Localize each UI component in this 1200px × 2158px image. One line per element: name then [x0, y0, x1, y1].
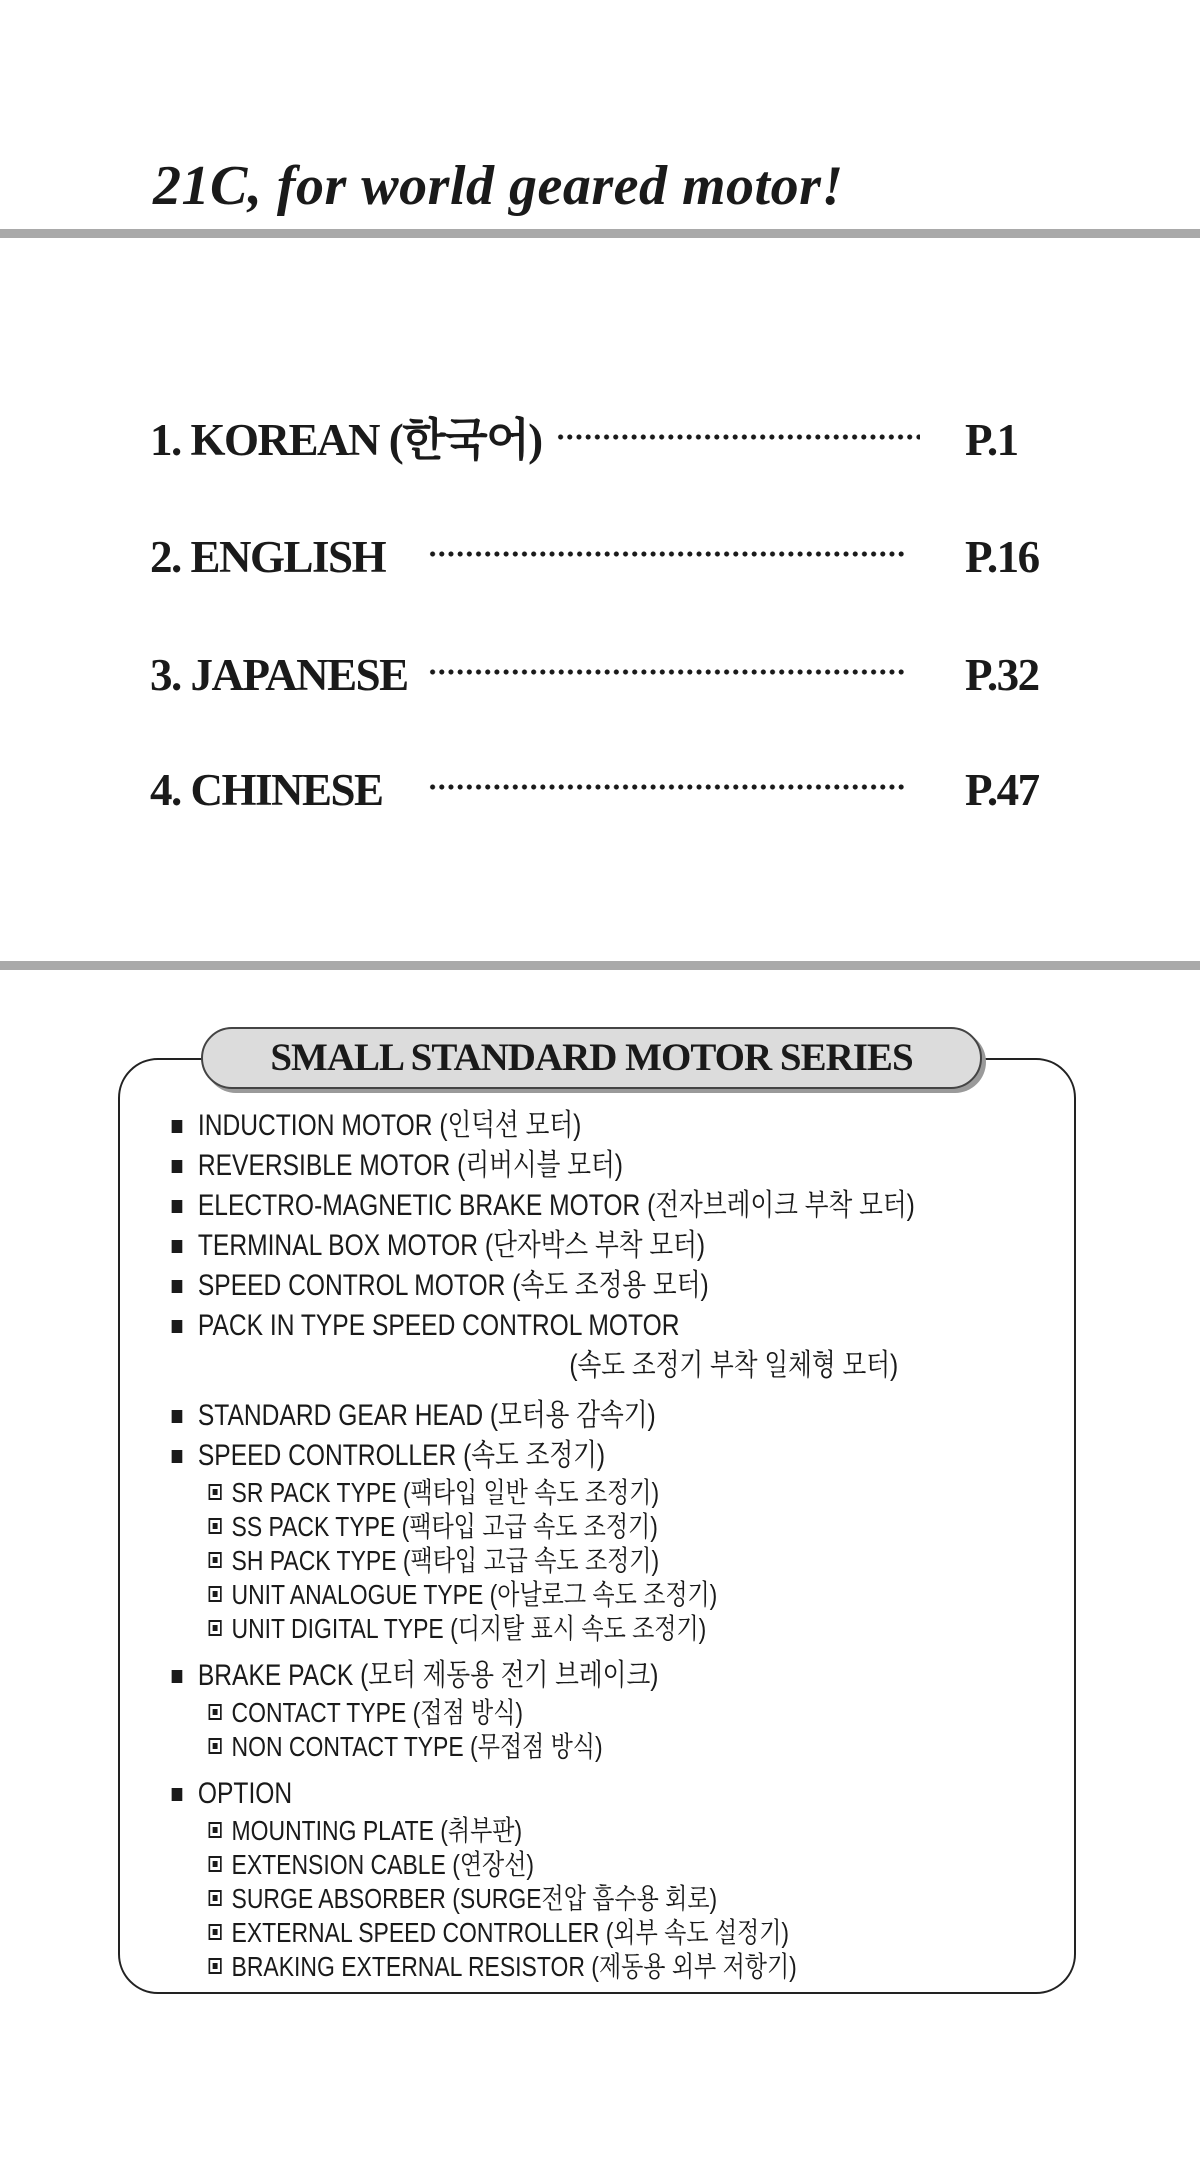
- boxed-square-bullet-icon: [209, 1924, 222, 1940]
- sub-list-item: SURGE ABSORBER (SURGE전압 흡수용 회로): [170, 1882, 892, 1916]
- sub-list-item: BRAKING EXTERNAL RESISTOR (제동용 외부 저항기): [170, 1950, 892, 1984]
- boxed-square-bullet-icon: [209, 1484, 222, 1500]
- list-item: INDUCTION MOTOR (인덕션 모터): [170, 1106, 892, 1146]
- boxed-square-bullet-icon: [209, 1738, 222, 1754]
- toc-page-number: P.32: [965, 650, 1039, 700]
- sub-list-item: MOUNTING PLATE (취부판): [170, 1814, 892, 1848]
- toc-page-number: P.47: [965, 765, 1039, 815]
- list-item: PACK IN TYPE SPEED CONTROL MOTOR: [170, 1306, 892, 1346]
- sub-list-item: EXTENSION CABLE (연장선): [170, 1848, 892, 1882]
- square-bullet-icon: [172, 1410, 183, 1423]
- boxed-square-bullet-icon: [209, 1586, 222, 1602]
- series-list: [170, 1106, 1050, 1984]
- list-item: TERMINAL BOX MOTOR (단자박스 부착 모터): [170, 1226, 892, 1266]
- square-bullet-icon: [172, 1450, 183, 1463]
- boxed-square-bullet-icon: [209, 1552, 222, 1568]
- boxed-square-bullet-icon: [209, 1704, 222, 1720]
- list-item: STANDARD GEAR HEAD (모터용 감속기): [170, 1396, 892, 1436]
- toc-leader-dots: [428, 550, 904, 558]
- toc-page-number: P.16: [965, 532, 1039, 582]
- square-bullet-icon: [172, 1160, 183, 1173]
- top-divider: [0, 229, 1200, 238]
- square-bullet-icon: [172, 1788, 183, 1801]
- list-item: OPTION: [170, 1774, 892, 1814]
- square-bullet-icon: [172, 1120, 183, 1133]
- boxed-square-bullet-icon: [209, 1958, 222, 1974]
- boxed-square-bullet-icon: [209, 1822, 222, 1838]
- toc-page-number: P.1: [965, 415, 1018, 465]
- tagline: 21C, for world geared motor!: [153, 155, 844, 217]
- square-bullet-icon: [172, 1240, 183, 1253]
- square-bullet-icon: [172, 1280, 183, 1293]
- series-title: SMALL STANDARD MOTOR SERIES: [201, 1027, 982, 1089]
- toc-entry-japanese[interactable]: [150, 640, 1050, 710]
- bottom-divider: [0, 961, 1200, 970]
- toc-label: 3. JAPANESE: [150, 650, 408, 700]
- toc-leader-dots: [556, 433, 920, 441]
- boxed-square-bullet-icon: [209, 1856, 222, 1872]
- boxed-square-bullet-icon: [209, 1620, 222, 1636]
- sub-list-item: SR PACK TYPE (팩타입 일반 속도 조정기): [170, 1476, 892, 1510]
- sub-list-item: SH PACK TYPE (팩타입 고급 속도 조정기): [170, 1544, 892, 1578]
- toc-entry-chinese[interactable]: [150, 755, 1050, 825]
- toc-leader-dots: [428, 783, 904, 791]
- toc-entry-english[interactable]: [150, 522, 1050, 592]
- sub-list-item: EXTERNAL SPEED CONTROLLER (외부 속도 설정기): [170, 1916, 892, 1950]
- toc-label: 2. ENGLISH: [150, 532, 386, 582]
- list-item-continuation: (속도 조정기 부착 일체형 모터): [569, 1349, 899, 1382]
- list-item: ELECTRO-MAGNETIC BRAKE MOTOR (전자브레이크 부착 모터): [170, 1186, 892, 1226]
- toc-entry-korean[interactable]: [150, 405, 1050, 475]
- sub-list-item: NON CONTACT TYPE (무접점 방식): [170, 1730, 892, 1764]
- sub-list-item: UNIT DIGITAL TYPE (디지탈 표시 속도 조정기): [170, 1612, 892, 1646]
- toc-label: 1. KOREAN (한국어): [150, 415, 542, 465]
- list-item: REVERSIBLE MOTOR (리버시블 모터): [170, 1146, 892, 1186]
- list-item: BRAKE PACK (모터 제동용 전기 브레이크): [170, 1656, 892, 1696]
- boxed-square-bullet-icon: [209, 1890, 222, 1906]
- boxed-square-bullet-icon: [209, 1518, 222, 1534]
- toc-leader-dots: [428, 668, 904, 676]
- square-bullet-icon: [172, 1670, 183, 1683]
- list-item: SPEED CONTROLLER (속도 조정기): [170, 1436, 892, 1476]
- square-bullet-icon: [172, 1320, 183, 1333]
- square-bullet-icon: [172, 1200, 183, 1213]
- toc-label: 4. CHINESE: [150, 765, 383, 815]
- sub-list-item: CONTACT TYPE (접점 방식): [170, 1696, 892, 1730]
- list-item: SPEED CONTROL MOTOR (속도 조정용 모터): [170, 1266, 892, 1306]
- sub-list-item: UNIT ANALOGUE TYPE (아날로그 속도 조정기): [170, 1578, 892, 1612]
- sub-list-item: SS PACK TYPE (팩타입 고급 속도 조정기): [170, 1510, 892, 1544]
